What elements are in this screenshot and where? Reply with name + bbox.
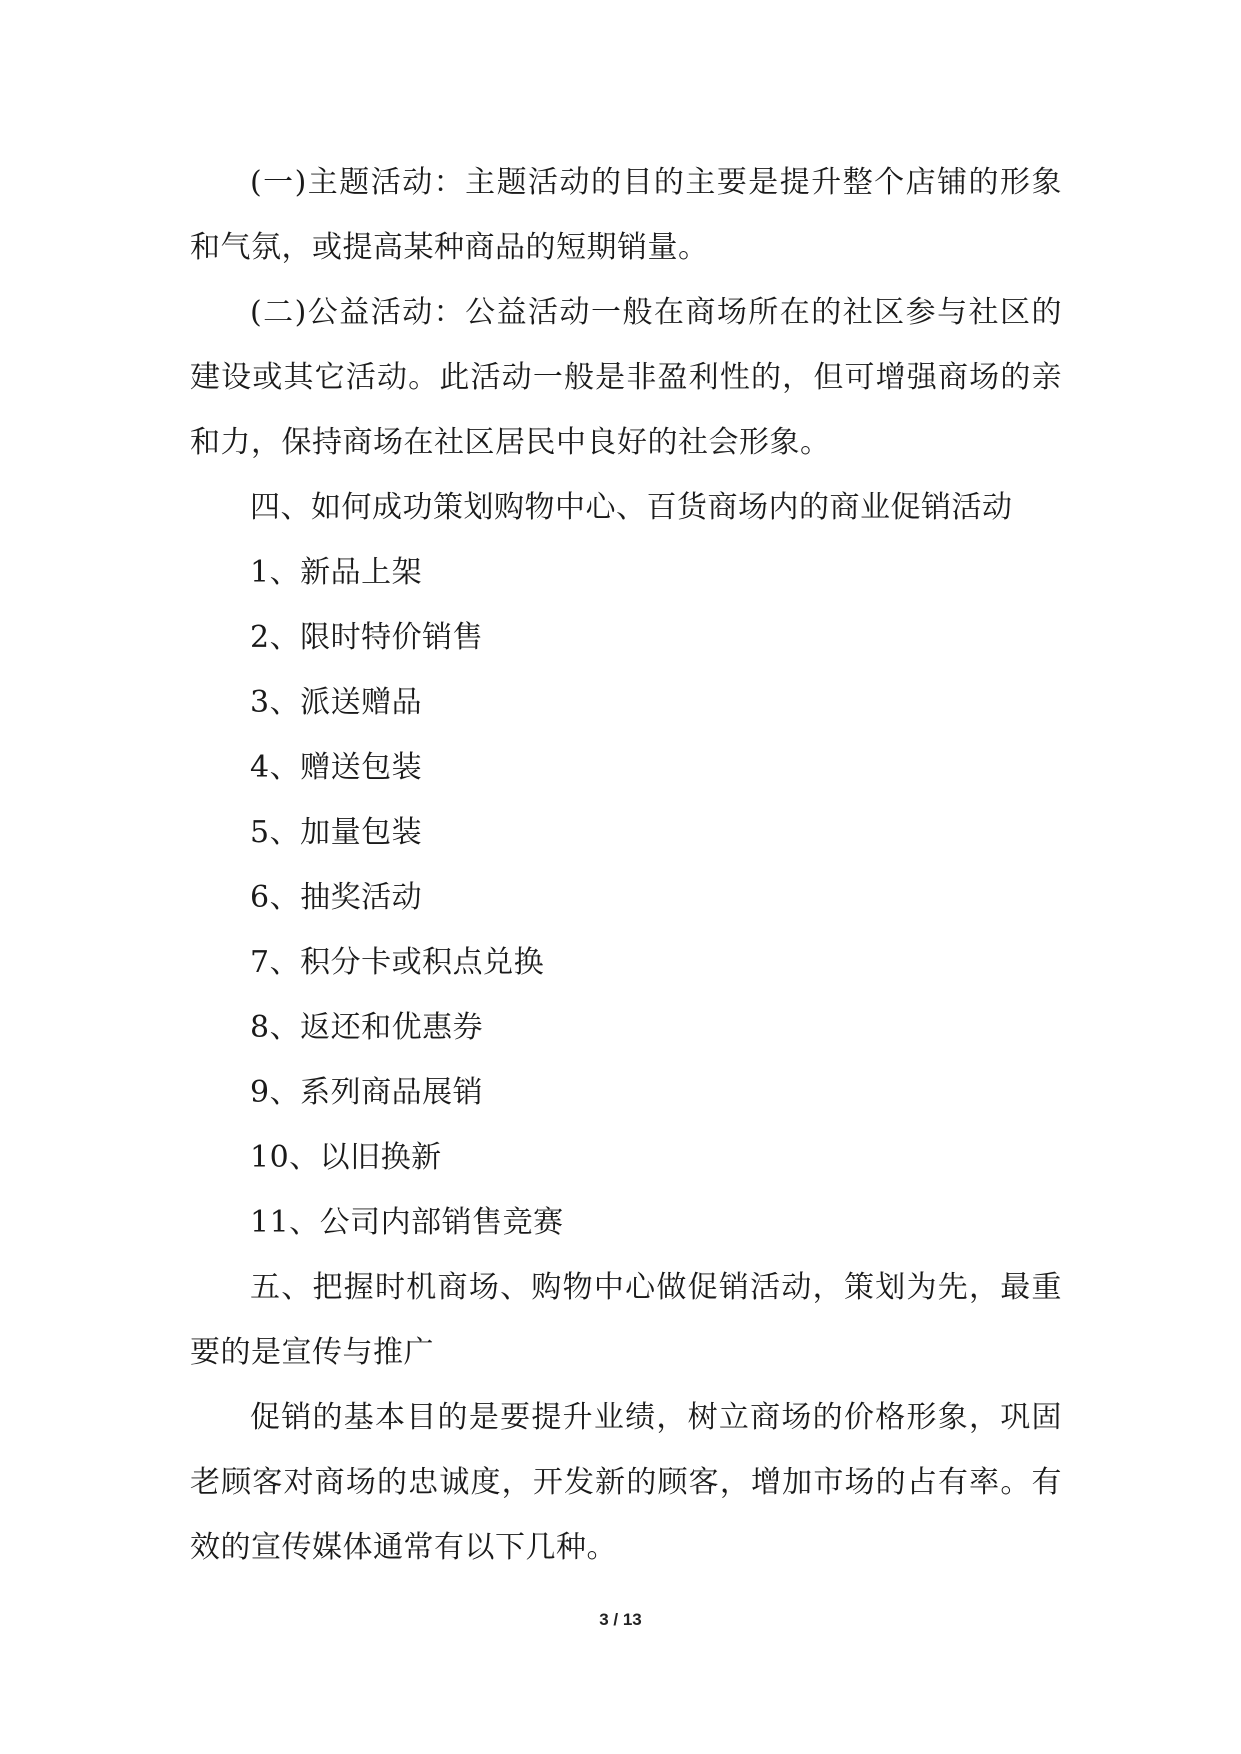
section-heading-5: 五、把握时机商场、购物中心做促销活动，策划为先，最重要的是宣传与推广	[190, 1270, 1062, 1370]
list-item: 7、积分卡或积点兑换	[250, 945, 545, 980]
list-item: 4、赠送包装	[250, 750, 423, 785]
list-item: 5、加量包装	[250, 815, 423, 850]
document-body	[190, 150, 1062, 1580]
list-item: 2、限时特价销售	[250, 620, 484, 655]
paragraph-public-welfare: (二)公益活动：公益活动一般在商场所在的社区参与社区的建设或其它活动。此活动一般是非盈利性的，但可增强商场的亲和力，保持商场在社区居民中良好的社会形象。	[190, 295, 1062, 460]
list-item: 1、新品上架	[250, 555, 423, 590]
list-item: 9、系列商品展销	[250, 1075, 484, 1110]
page-number: 3 / 13	[599, 1610, 642, 1629]
section-heading-4: 四、如何成功策划购物中心、百货商场内的商业促销活动	[250, 490, 1013, 525]
list-item: 3、派送赠品	[250, 685, 423, 720]
list-item: 8、返还和优惠券	[250, 1010, 484, 1045]
paragraph-promotion-purpose: 促销的基本目的是要提升业绩，树立商场的价格形象，巩固老顾客对商场的忠诚度，开发新的顾客，增加市场的占有率。有效的宣传媒体通常有以下几种。	[190, 1400, 1062, 1565]
paragraph-theme-activity: (一)主题活动：主题活动的目的主要是提升整个店铺的形象和气氛，或提高某种商品的短期销量。	[190, 165, 1062, 265]
list-item: 11、公司内部销售竞赛	[250, 1205, 564, 1240]
list-item: 10、以旧换新	[250, 1140, 442, 1175]
list-item: 6、抽奖活动	[250, 880, 423, 915]
